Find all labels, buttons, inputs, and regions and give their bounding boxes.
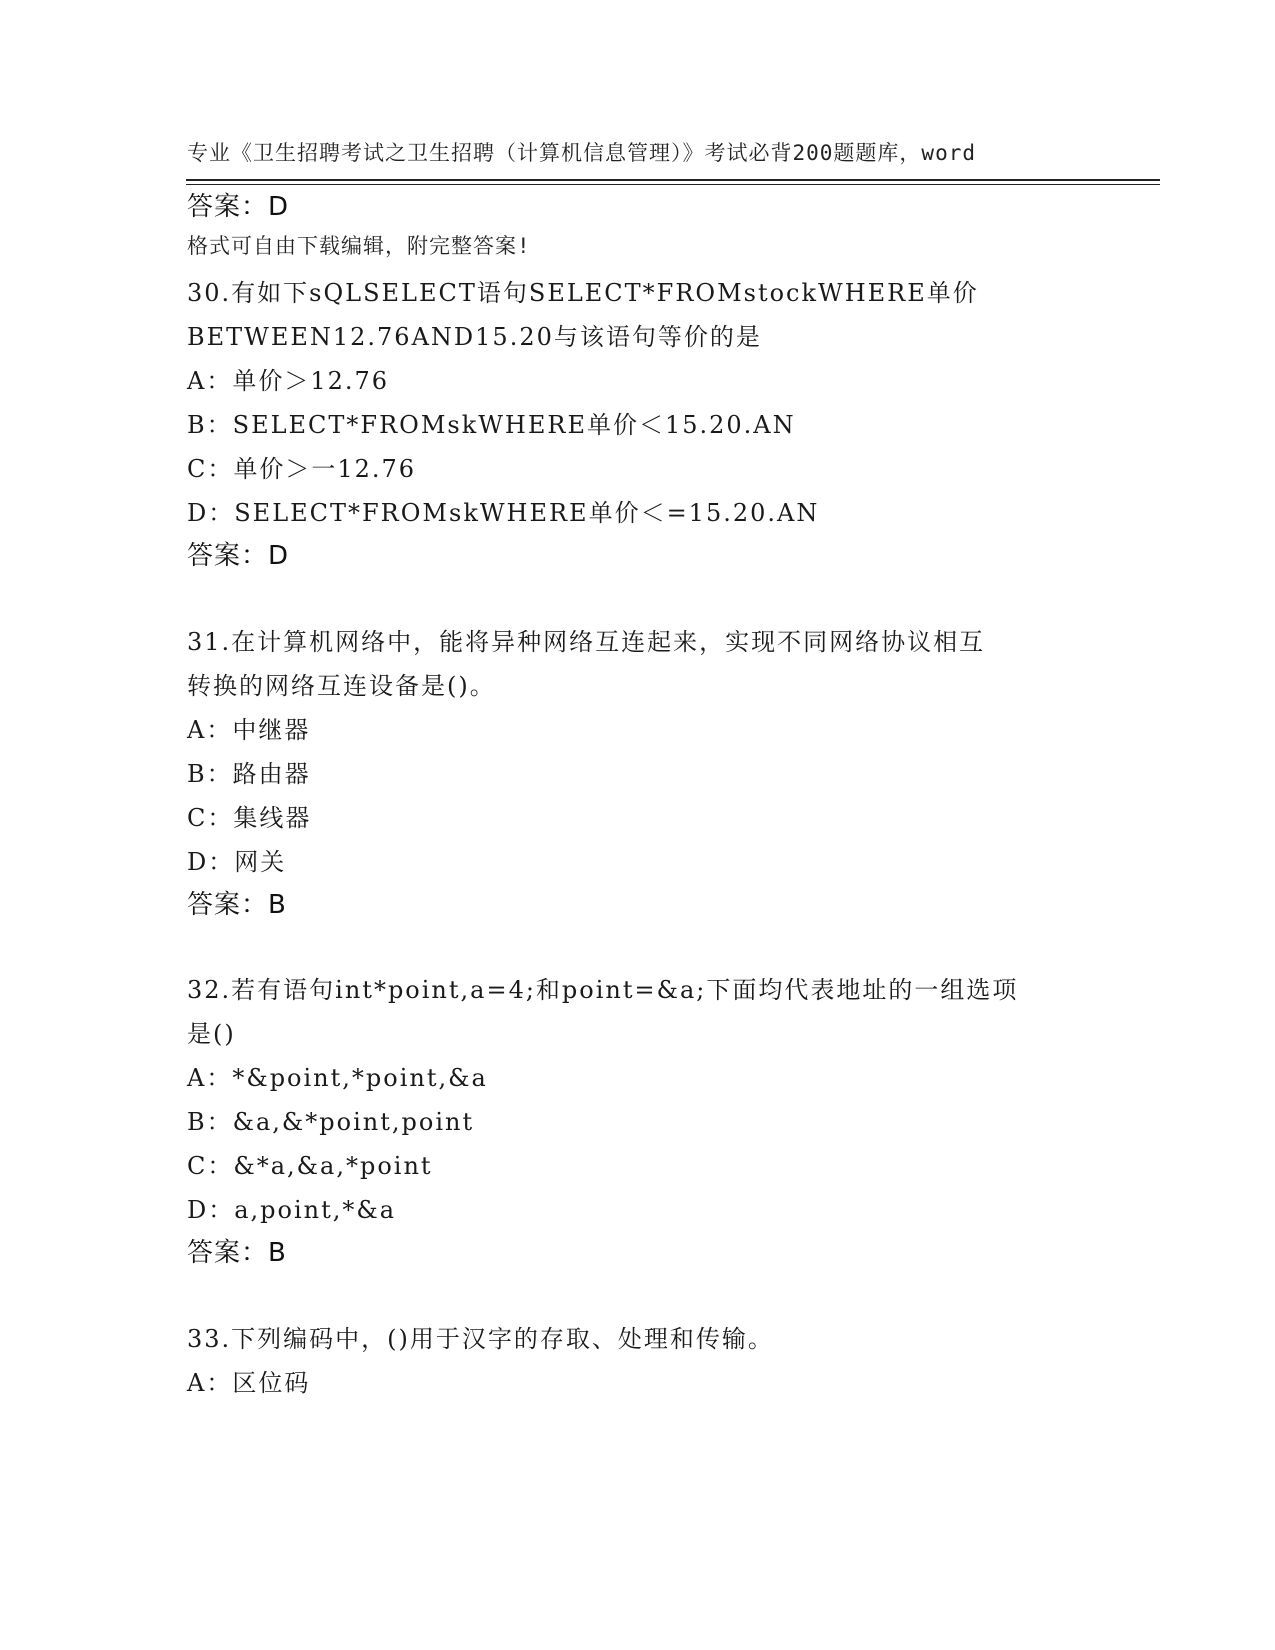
question-stem: 31.在计算机网络中，能将异种网络互连起来，实现不同网络协议相互 (187, 628, 986, 656)
option-c: C：集线器 (187, 804, 312, 832)
option-a: A：区位码 (187, 1369, 311, 1397)
question-stem: 30.有如下sQLSELECT语句SELECT*FROMstockWHERE单价 (187, 279, 979, 307)
question-stem: 33.下列编码中，()用于汉字的存取、处理和传输。 (187, 1325, 774, 1353)
question-stem: 是() (187, 1020, 236, 1048)
header-divider-thin (186, 184, 1160, 185)
option-b: B：&a,&*point,point (187, 1108, 475, 1136)
option-a: A：单价＞12.76 (187, 367, 390, 395)
option-c: C：单价＞一12.76 (187, 455, 417, 483)
question-stem: 转换的网络互连设备是()。 (187, 672, 496, 700)
header-divider (186, 179, 1160, 181)
option-b: B：SELECT*FROMskWHERE单价＜15.20.AN (187, 411, 796, 439)
question-stem: BETWEEN12.76AND15.20与该语句等价的是 (187, 323, 762, 351)
answer-line: 答案：B (187, 1238, 287, 1268)
answer-line: 答案：D (187, 541, 290, 571)
header-line-1: 专业《卫生招聘考试之卫生招聘（计算机信息管理）》考试必背200题题库，word (187, 141, 976, 165)
option-d: D：SELECT*FROMskWHERE单价＜=15.20.AN (187, 499, 820, 527)
header-line-2: 格式可自由下载编辑，附完整答案! (187, 234, 531, 258)
option-d: D：网关 (187, 848, 287, 876)
answer-line: 答案：D (187, 192, 290, 222)
option-a: A：中继器 (187, 716, 311, 744)
answer-line: 答案：B (187, 890, 287, 920)
option-c: C：&*a,&a,*point (187, 1152, 433, 1180)
option-a: A：*&point,*point,&a (187, 1064, 488, 1092)
question-stem: 32.若有语句int*point,a=4;和point=&a;下面均代表地址的一组选项 (187, 976, 1019, 1004)
option-d: D：a,point,*&a (187, 1196, 397, 1224)
option-b: B：路由器 (187, 760, 311, 788)
